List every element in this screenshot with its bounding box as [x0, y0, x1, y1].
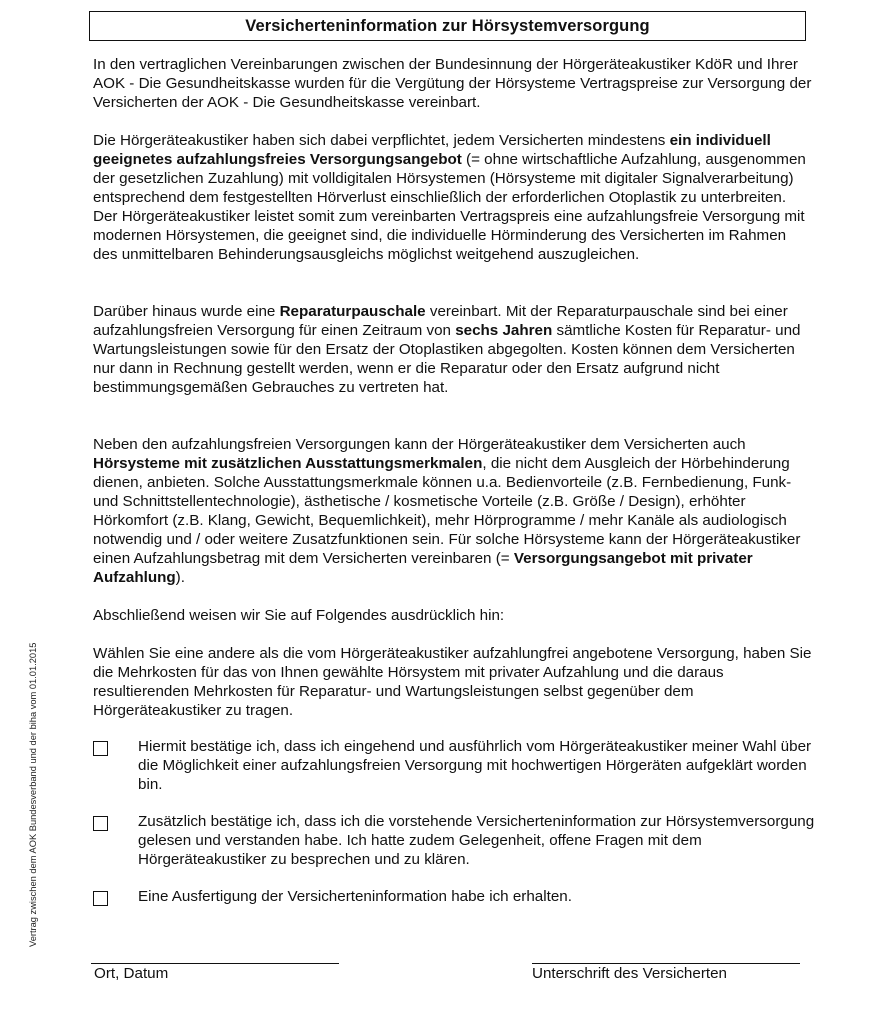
signature-label: Unterschrift des Versicherten: [532, 965, 727, 982]
confirmation-checkbox-1[interactable]: [93, 741, 108, 756]
paragraph-text: ).: [175, 569, 185, 586]
place-date-label: Ort, Datum: [94, 965, 169, 982]
paragraph-obligation: [93, 131, 813, 264]
bold-emphasis: ein individuell geeignetes aufzahlungsfreies Versorgungsangebot: [93, 132, 771, 168]
paragraph-intro: In den vertraglichen Vereinbarungen zwischen der Bundesinnung der Hörgeräteakustiker KdöR und Ihrer AOK - Die Gesundheitskasse wurden für die Vergütung der Hörsysteme Vertragspreise zur Versorgung der Versicherten der AOK - Die Gesundheitskasse vereinbart.: [93, 56, 812, 111]
paragraph-text: , die nicht dem Ausgleich der Hörbehinderung dienen, anbieten. Solche Ausstattungsmerkmale können u.a. Bedienvorteile (z.B. Fernbedienung, Funk- und Schnittstellentechnologie), ästhetische / kosmetische Vorteile (z.B. Größe / Design), erhöhter Hörkomfort (z.B. Klang, Gewicht, Bequemlichkeit), mehr Hörprogramme / mehr Kanäle als audiologisch notwendig und / oder weitere Zusatzfunktionen sein. Für solche Hörsysteme kann der Hörgeräteakustiker einen Aufzahlungsbetrag mit dem Versicherten vereinbaren (=: [93, 455, 801, 567]
paragraph-extra-costs: Wählen Sie eine andere als die vom Hörgeräteakustiker aufzahlungfrei angebotene Versorgung, haben Sie die Mehrkosten für das von Ihnen gewählte Hörsystem mit privater Aufzahlung und die daraus resultierenden Mehrkosten für Reparatur- und Wartungsleistungen selbst gegenüber dem Hörgeräteakustiker zu tragen.: [93, 645, 812, 719]
confirmation-checkbox-2[interactable]: [93, 816, 108, 831]
confirmation-label: Hiermit bestätige ich, dass ich eingehend und ausführlich vom Hörgeräteakustiker meiner Wahl über die Möglichkeit einer aufzahlungsfreien Versorgung mit hochwertigen Hörgeräten aufgeklärt worden bin.: [138, 738, 812, 793]
paragraph-text: Darüber hinaus wurde eine: [93, 303, 280, 320]
confirmation-label: Zusätzlich bestätige ich, dass ich die vorstehende Versicherteninformation zur Hörsystemversorgung gelesen und verstanden habe. Ich hatte zudem Gelegenheit, offene Fragen mit dem Hörgeräteakustiker zu besprechen und zu klären.: [138, 813, 815, 868]
bold-emphasis: Hörsysteme mit zusätzlichen Ausstattungsmerkmalen: [93, 455, 483, 472]
paragraph-text: (= ohne wirtschaftliche Aufzahlung, ausgenommen der gesetzlichen Zuzahlung) mit volldigitalen Hörsystemen (Hörsysteme mit digitaler Signalverarbeitung) entsprechend dem festgestellten Hörverlust einschließlich der erforderlichen Otoplastik zu unterbreiten. Der Hörgeräteakustiker leistet somit zum vereinbarten Vertragspreis eine aufzahlungsfreie Versorgung mit modernen Hörsystemen, die geeignet sind, die individuelle Hörminderung des Versicherten im Rahmen des unmittelbaren Behinderungsausgleichs möglichst weitgehend auszugleichen.: [93, 151, 806, 263]
bold-emphasis: Reparaturpauschale: [279, 303, 426, 320]
paragraph-repair: [93, 302, 813, 397]
paragraph-features: [93, 435, 813, 587]
paragraph-text: Neben den aufzahlungsfreien Versorgungen kann der Hörgeräteakustiker dem Versicherten auch: [93, 436, 746, 453]
paragraph-text: sämtliche Kosten für Reparatur- und Wartungsleistungen sowie für den Ersatz der Otoplastiken abgegolten. Kosten können dem Versicherten nur dann in Rechnung gestellt werden, wenn er die Reparatur oder den Ersatz aufgrund nicht bestimmungsgemäßen Gebrauches zu vertreten hat.: [93, 322, 801, 396]
paragraph-notice: Abschließend weisen wir Sie auf Folgendes ausdrücklich hin:: [93, 607, 505, 624]
document-title: Versicherteninformation zur Hörsystemversorgung: [245, 16, 650, 35]
paragraph-text: Die Hörgeräteakustiker haben sich dabei verpflichtet, jedem Versicherten mindestens: [93, 132, 670, 149]
confirmation-checkbox-3[interactable]: [93, 891, 108, 906]
bold-emphasis: sechs Jahren: [455, 322, 553, 339]
bold-emphasis: Versorgungsangebot mit privater Aufzahlung: [93, 550, 753, 586]
paragraph-text: vereinbart. Mit der Reparaturpauschale sind bei einer aufzahlungsfreien Versorgung für einen Zeitraum von: [93, 303, 788, 339]
title-box: [89, 11, 806, 41]
contract-side-note: Vertrag zwischen dem AOK Bundesverband und der biha vom 01.01.2015: [28, 642, 38, 947]
confirmation-label: Eine Ausfertigung der Versicherteninformation habe ich erhalten.: [138, 888, 572, 905]
